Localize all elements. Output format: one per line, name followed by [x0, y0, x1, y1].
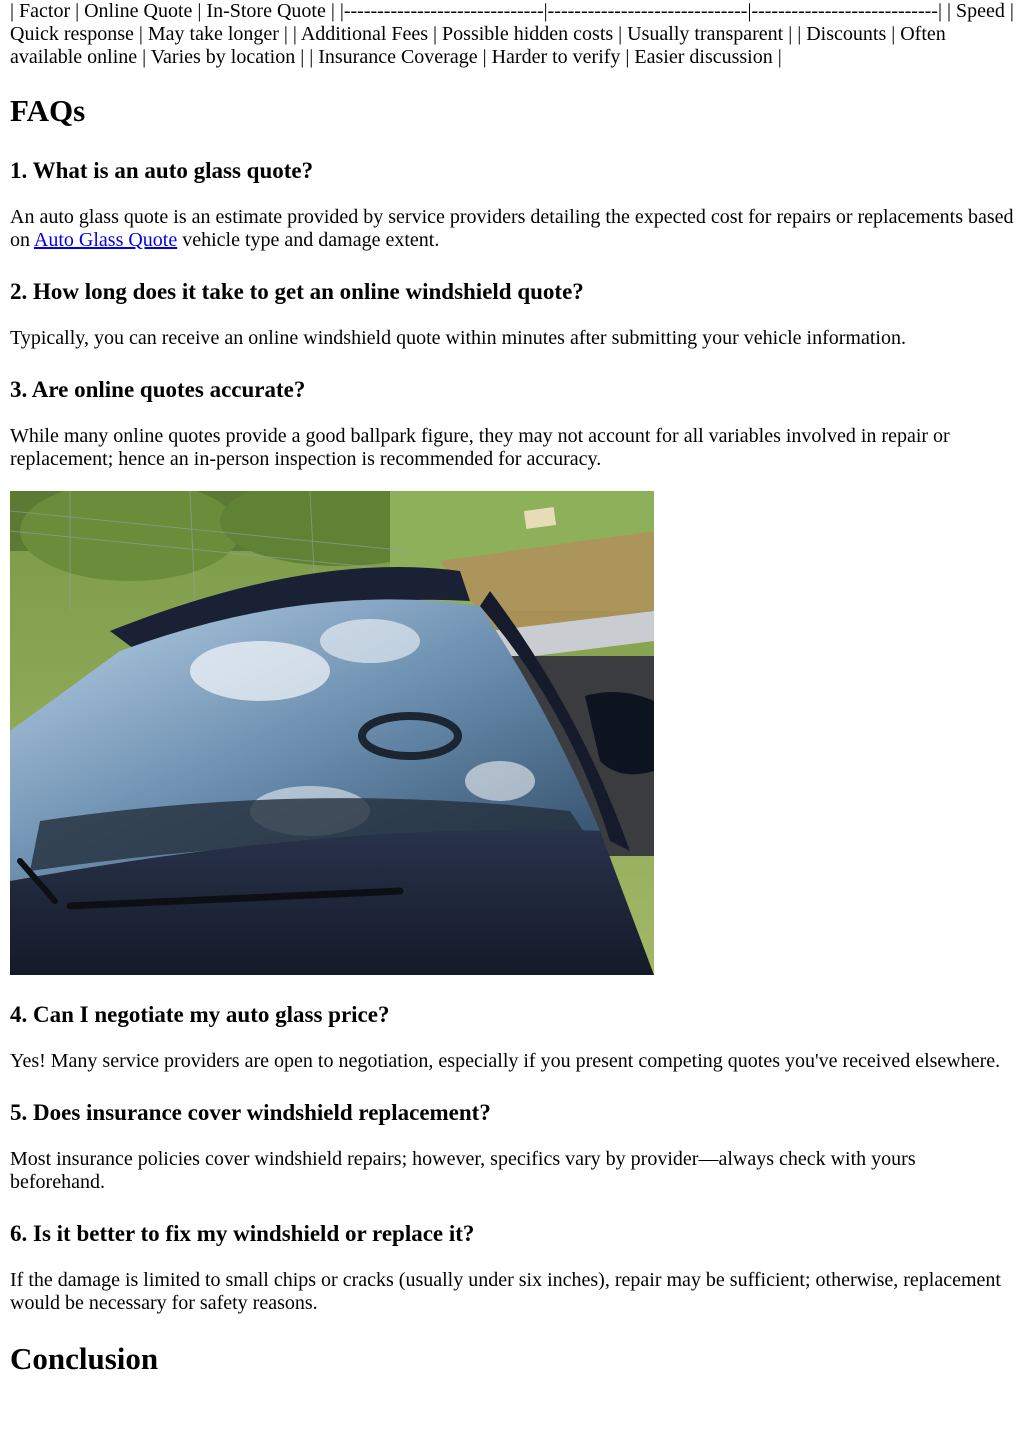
faq-answer-4: Yes! Many service providers are open to negotiation, especially if you present competing quotes you've received elsewhere.: [10, 1050, 1001, 1072]
auto-glass-quote-link[interactable]: Auto Glass Quote: [33, 229, 178, 251]
comparison-table-text: | Factor | Online Quote | In-Store Quote | |------------------------------|------------------------------|----------------------------| | Speed | Quick response | May take longer | | Additional Fees | Possible hidden costs | Usually transparent | | Discounts | Often available online | Varies by location | | Insurance Coverage | Harder to verify | Easier discussion |: [10, 0, 1014, 68]
faqs-heading: FAQs: [10, 93, 86, 128]
faq-question-4: 4. Can I negotiate my auto glass price?: [10, 1002, 390, 1027]
conclusion-heading: Conclusion: [10, 1341, 159, 1376]
faq-question-1: 1. What is an auto glass quote?: [10, 158, 314, 183]
faq-question-2: 2. How long does it take to get an online windshield quote?: [10, 279, 584, 304]
faq-question-5: 5. Does insurance cover windshield replacement?: [10, 1100, 491, 1125]
faq-answer-1-text-b: vehicle type and damage extent.: [177, 229, 440, 251]
faq-question-3: 3. Are online quotes accurate?: [10, 377, 306, 402]
windshield-photo: [10, 491, 654, 975]
faq-answer-3: While many online quotes provide a good ballpark figure, they may not account for all variables involved in repair or replacement; hence an in-person inspection is recommended for accuracy.: [10, 425, 950, 470]
faq-answer-6: If the damage is limited to small chips or cracks (usually under six inches), repair may be sufficient; otherwise, replacement would be necessary for safety reasons.: [10, 1269, 1001, 1314]
faq-answer-2: Typically, you can receive an online windshield quote within minutes after submitting your vehicle information.: [10, 327, 906, 349]
faq-answer-1: [10, 206, 1014, 252]
faq-answer-5: Most insurance policies cover windshield repairs; however, specifics vary by provider—always check with yours beforehand.: [10, 1148, 916, 1193]
faq-answer-1-text-a: An auto glass quote is an estimate provided by service providers detailing the expected cost for repairs or replacements based on: [10, 206, 1014, 251]
faq-question-6: 6. Is it better to fix my windshield or replace it?: [10, 1221, 475, 1246]
